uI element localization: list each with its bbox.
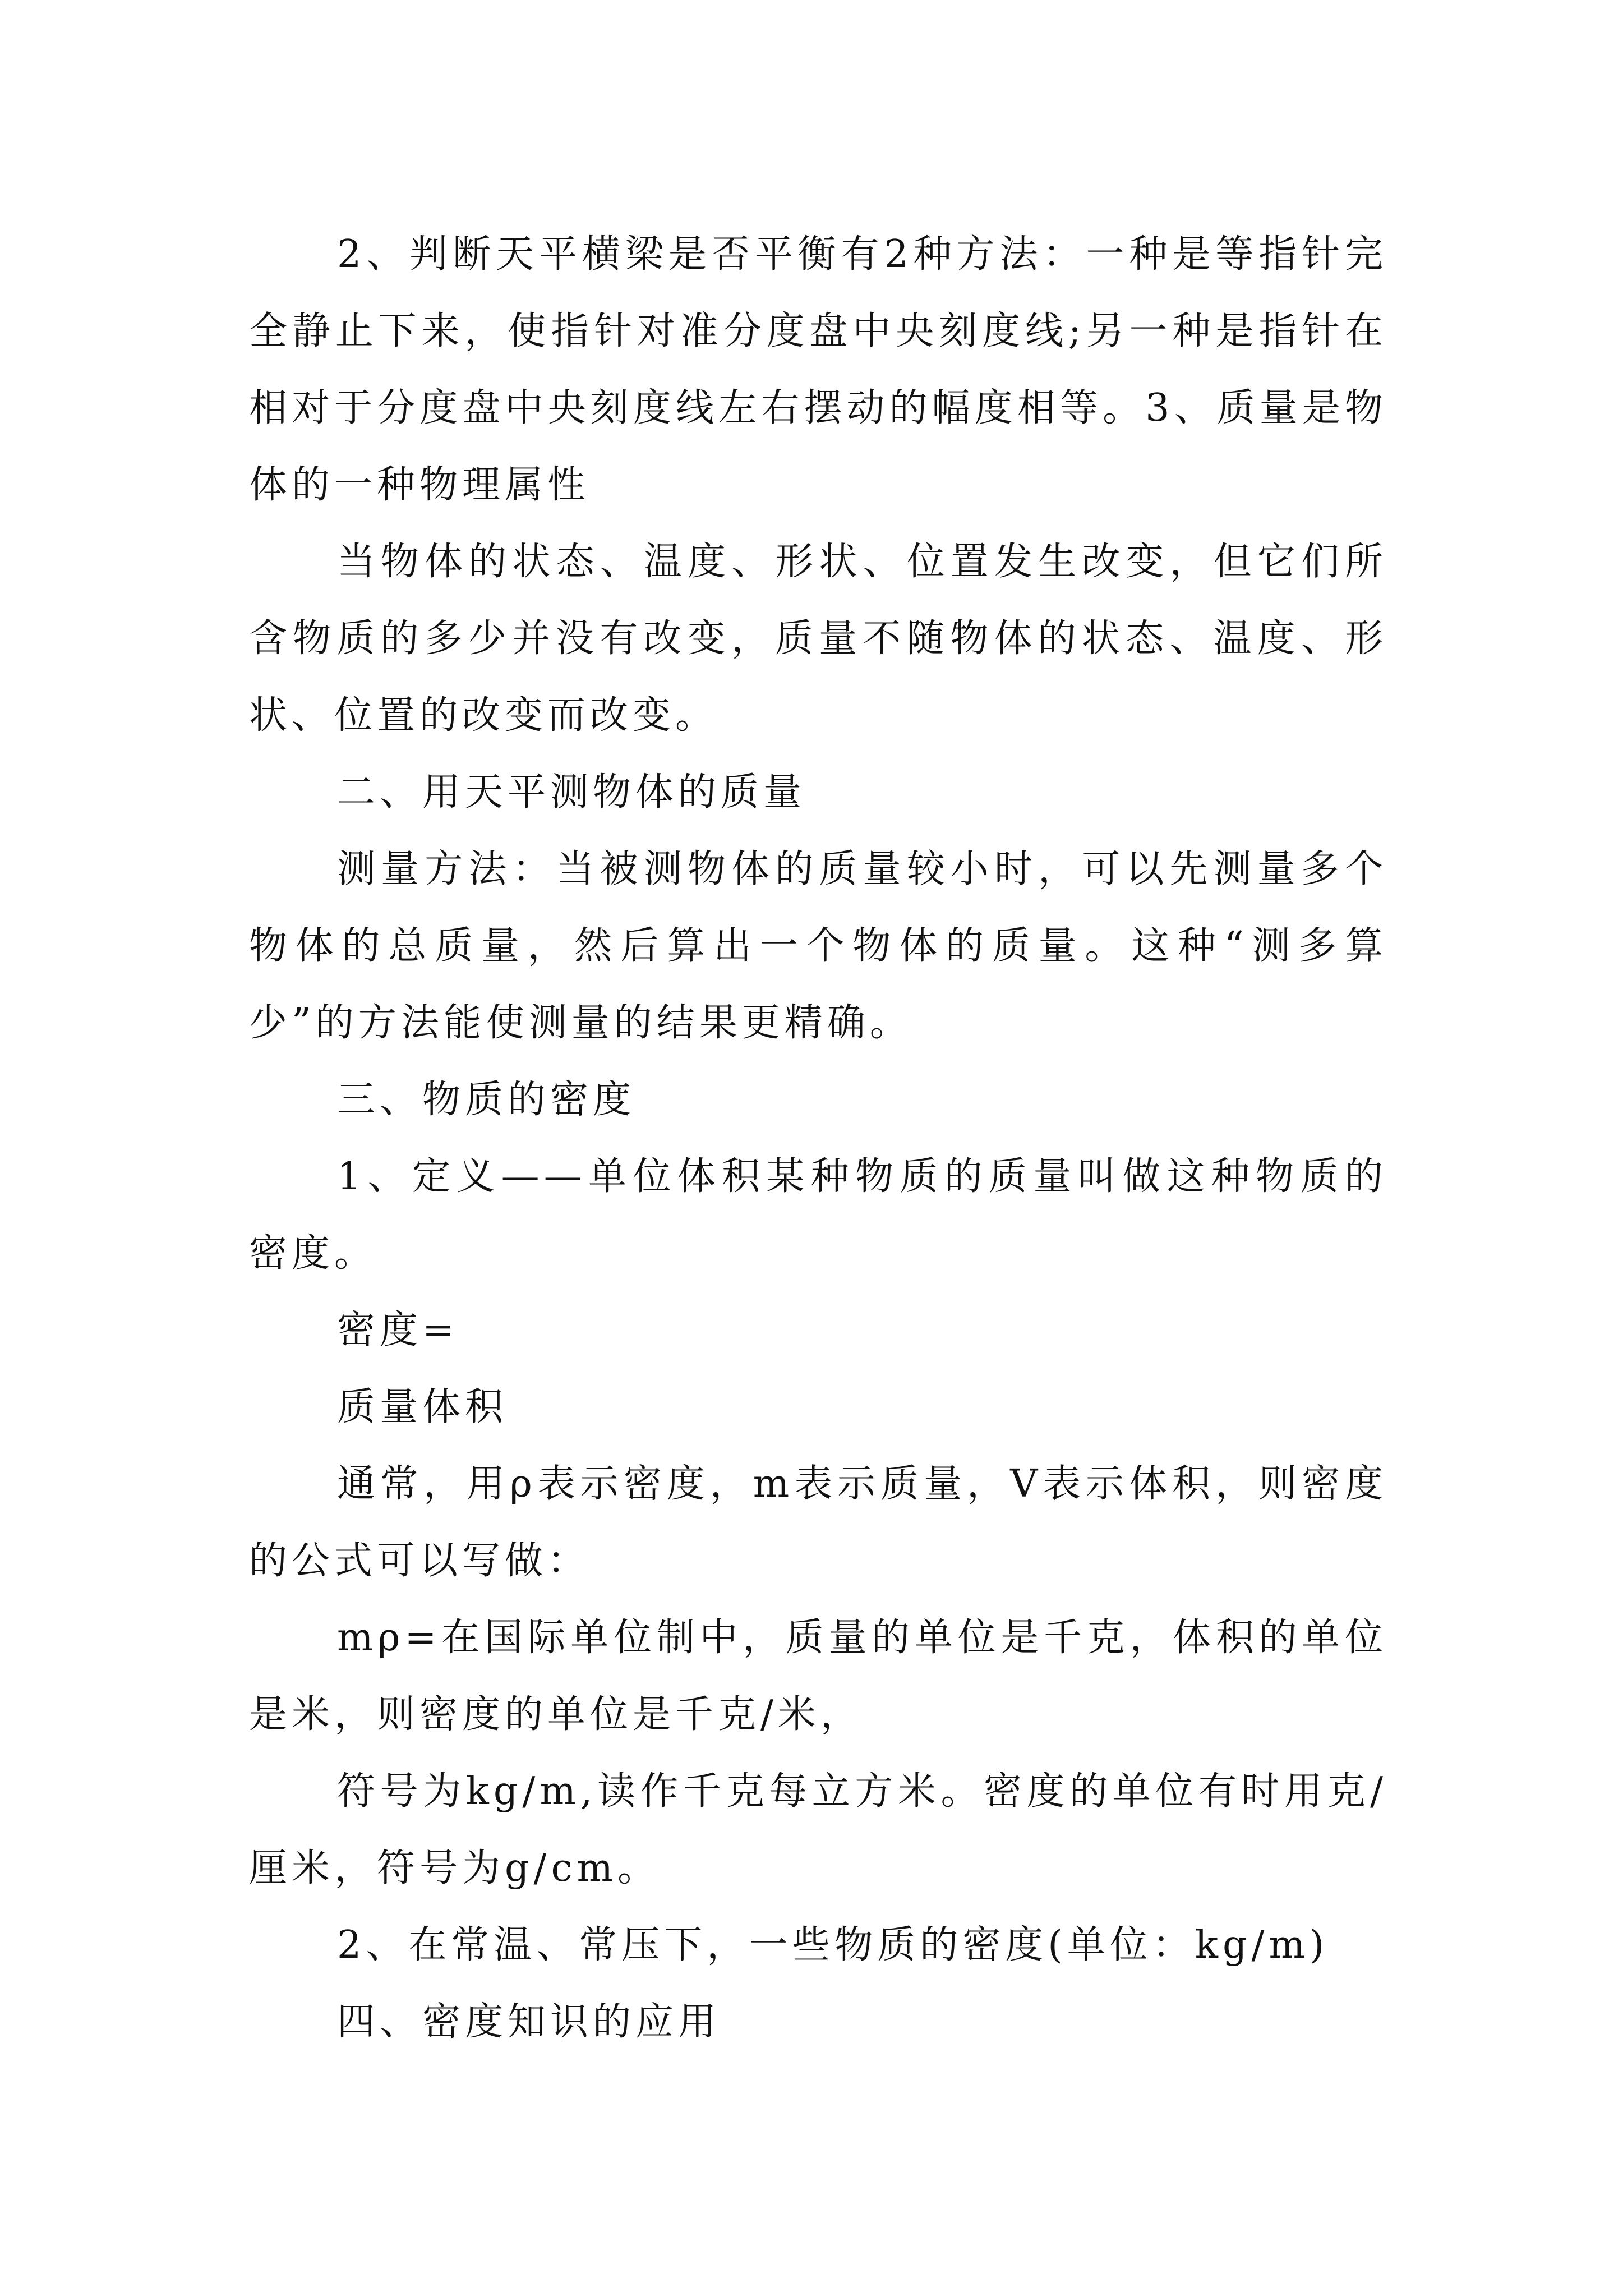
document-body bbox=[249, 216, 1387, 2060]
section-heading-4: 四、密度知识的应用 bbox=[337, 2000, 721, 2044]
paragraph-density-table-intro: 2、在常温、常压下，一些物质的密度(单位：kg/m) bbox=[337, 1923, 1329, 1967]
paragraph-unit-symbol: 符号为kg/m,读作千克每立方米。密度的单位有时用克/厘米，符号为g/cm。 bbox=[249, 1769, 1387, 1890]
paragraph-balance-methods: 2、判断天平横梁是否平衡有2种方法：一种是等指针完全静止下来，使指针对准分度盘中央刻度线;另一种是指针在相对于分度盘中央刻度线左右摆动的幅度相等。3、质量是物体的一种物理属性 bbox=[249, 232, 1387, 507]
paragraph-measure-method: 测量方法：当被测物体的质量较小时，可以先测量多个物体的总质量，然后算出一个物体的质量。这种“测多算少”的方法能使测量的结果更精确。 bbox=[249, 847, 1387, 1045]
paragraph-density-definition: 1、定义——单位体积某种物质的质量叫做这种物质的密度。 bbox=[249, 1154, 1387, 1276]
formula-mass-volume: 质量体积 bbox=[337, 1385, 508, 1429]
section-heading-2: 二、用天平测物体的质量 bbox=[337, 770, 806, 815]
paragraph-mass-property: 当物体的状态、温度、形状、位置发生改变，但它们所含物质的多少并没有改变，质量不随物体的状态、温度、形状、位置的改变而改变。 bbox=[249, 540, 1387, 738]
paragraph-si-units: mρ=在国际单位制中，质量的单位是千克，体积的单位是米，则密度的单位是千克/米， bbox=[249, 1616, 1387, 1737]
section-heading-3: 三、物质的密度 bbox=[337, 1078, 636, 1122]
formula-density-label: 密度= bbox=[337, 1308, 459, 1352]
paragraph-symbols: 通常，用ρ表示密度，m表示质量，V表示体积，则密度的公式可以写做： bbox=[249, 1462, 1387, 1583]
